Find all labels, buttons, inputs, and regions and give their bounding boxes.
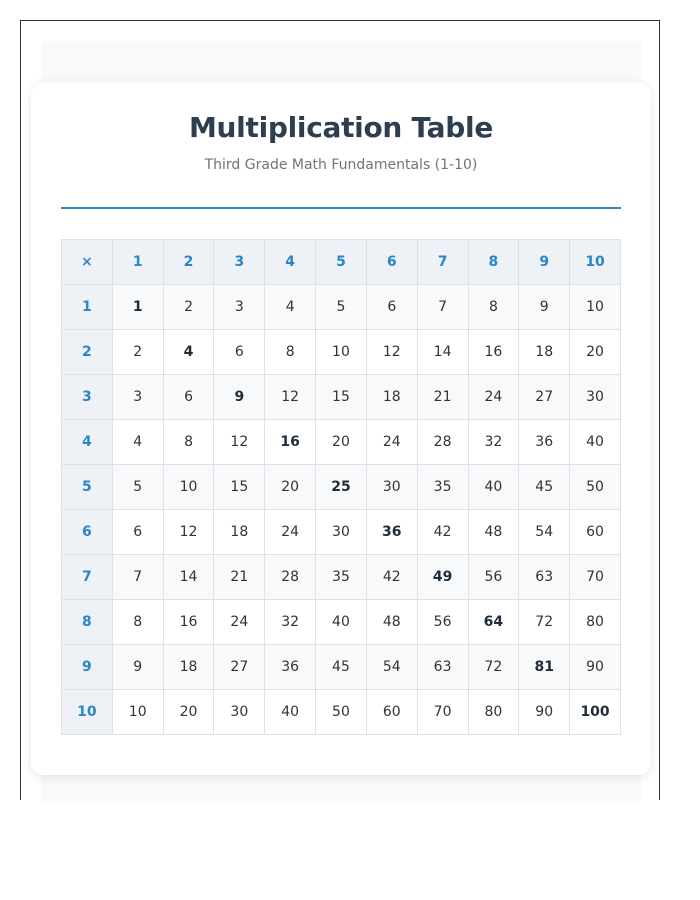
product-cell: 32 xyxy=(468,420,519,465)
row-header: 6 xyxy=(62,510,113,555)
table-row xyxy=(62,465,621,510)
col-header: 6 xyxy=(366,240,417,285)
square-product-cell: 49 xyxy=(417,555,468,600)
square-product-cell: 36 xyxy=(366,510,417,555)
product-cell: 24 xyxy=(366,420,417,465)
product-cell: 50 xyxy=(570,465,621,510)
table-card xyxy=(31,83,651,775)
product-cell: 2 xyxy=(112,330,163,375)
product-cell: 30 xyxy=(316,510,367,555)
product-cell: 90 xyxy=(570,645,621,690)
product-cell: 20 xyxy=(163,690,214,735)
col-header: 2 xyxy=(163,240,214,285)
product-cell: 8 xyxy=(163,420,214,465)
product-cell: 2 xyxy=(163,285,214,330)
top-band xyxy=(41,41,641,81)
product-cell: 32 xyxy=(265,600,316,645)
product-cell: 42 xyxy=(366,555,417,600)
product-cell: 40 xyxy=(265,690,316,735)
product-cell: 30 xyxy=(214,690,265,735)
product-cell: 15 xyxy=(214,465,265,510)
product-cell: 28 xyxy=(417,420,468,465)
row-header: 8 xyxy=(62,600,113,645)
product-cell: 48 xyxy=(468,510,519,555)
col-header: 1 xyxy=(112,240,163,285)
product-cell: 42 xyxy=(417,510,468,555)
product-cell: 50 xyxy=(316,690,367,735)
product-cell: 18 xyxy=(366,375,417,420)
product-cell: 21 xyxy=(214,555,265,600)
product-cell: 9 xyxy=(519,285,570,330)
table-row xyxy=(62,330,621,375)
table-row xyxy=(62,645,621,690)
product-cell: 10 xyxy=(112,690,163,735)
product-cell: 15 xyxy=(316,375,367,420)
bottom-band xyxy=(41,773,641,801)
product-cell: 10 xyxy=(570,285,621,330)
page-frame xyxy=(20,20,660,800)
table-row xyxy=(62,420,621,465)
table-row xyxy=(62,690,621,735)
product-cell: 12 xyxy=(163,510,214,555)
product-cell: 18 xyxy=(163,645,214,690)
product-cell: 30 xyxy=(570,375,621,420)
product-cell: 10 xyxy=(163,465,214,510)
product-cell: 9 xyxy=(112,645,163,690)
col-header: 4 xyxy=(265,240,316,285)
product-cell: 12 xyxy=(265,375,316,420)
product-cell: 27 xyxy=(214,645,265,690)
product-cell: 20 xyxy=(316,420,367,465)
product-cell: 6 xyxy=(366,285,417,330)
square-product-cell: 16 xyxy=(265,420,316,465)
product-cell: 36 xyxy=(519,420,570,465)
square-product-cell: 25 xyxy=(316,465,367,510)
square-product-cell: 81 xyxy=(519,645,570,690)
product-cell: 45 xyxy=(519,465,570,510)
col-header: 7 xyxy=(417,240,468,285)
product-cell: 56 xyxy=(468,555,519,600)
row-header: 5 xyxy=(62,465,113,510)
product-cell: 10 xyxy=(316,330,367,375)
product-cell: 8 xyxy=(112,600,163,645)
square-product-cell: 1 xyxy=(112,285,163,330)
product-cell: 21 xyxy=(417,375,468,420)
square-product-cell: 100 xyxy=(570,690,621,735)
product-cell: 5 xyxy=(316,285,367,330)
row-header: 10 xyxy=(62,690,113,735)
table-row xyxy=(62,600,621,645)
product-cell: 16 xyxy=(468,330,519,375)
product-cell: 63 xyxy=(519,555,570,600)
product-cell: 24 xyxy=(265,510,316,555)
product-cell: 40 xyxy=(468,465,519,510)
page-title: Multiplication Table xyxy=(188,111,494,144)
product-cell: 18 xyxy=(214,510,265,555)
corner-cell: × xyxy=(62,240,113,285)
product-cell: 5 xyxy=(112,465,163,510)
square-product-cell: 64 xyxy=(468,600,519,645)
col-header: 3 xyxy=(214,240,265,285)
product-cell: 35 xyxy=(417,465,468,510)
product-cell: 4 xyxy=(112,420,163,465)
square-product-cell: 9 xyxy=(214,375,265,420)
product-cell: 60 xyxy=(366,690,417,735)
table-row xyxy=(62,285,621,330)
title-divider xyxy=(61,207,621,209)
product-cell: 3 xyxy=(214,285,265,330)
multiplication-table xyxy=(61,239,621,735)
product-cell: 6 xyxy=(214,330,265,375)
product-cell: 72 xyxy=(519,600,570,645)
col-header: 10 xyxy=(570,240,621,285)
table-row xyxy=(62,555,621,600)
product-cell: 63 xyxy=(417,645,468,690)
table-row xyxy=(62,510,621,555)
product-cell: 7 xyxy=(417,285,468,330)
row-header: 7 xyxy=(62,555,113,600)
product-cell: 6 xyxy=(112,510,163,555)
product-cell: 30 xyxy=(366,465,417,510)
header-row xyxy=(62,240,621,285)
col-header: 8 xyxy=(468,240,519,285)
product-cell: 7 xyxy=(112,555,163,600)
col-header: 5 xyxy=(316,240,367,285)
product-cell: 27 xyxy=(519,375,570,420)
product-cell: 16 xyxy=(163,600,214,645)
product-cell: 54 xyxy=(366,645,417,690)
product-cell: 24 xyxy=(468,375,519,420)
product-cell: 36 xyxy=(265,645,316,690)
product-cell: 8 xyxy=(265,330,316,375)
product-cell: 80 xyxy=(468,690,519,735)
product-cell: 28 xyxy=(265,555,316,600)
row-header: 1 xyxy=(62,285,113,330)
product-cell: 45 xyxy=(316,645,367,690)
product-cell: 12 xyxy=(214,420,265,465)
page-subtitle: Third Grade Math Fundamentals (1-10) xyxy=(204,157,478,173)
product-cell: 56 xyxy=(417,600,468,645)
product-cell: 60 xyxy=(570,510,621,555)
square-product-cell: 4 xyxy=(163,330,214,375)
product-cell: 4 xyxy=(265,285,316,330)
product-cell: 54 xyxy=(519,510,570,555)
product-cell: 72 xyxy=(468,645,519,690)
col-header: 9 xyxy=(519,240,570,285)
product-cell: 35 xyxy=(316,555,367,600)
product-cell: 20 xyxy=(265,465,316,510)
product-cell: 12 xyxy=(366,330,417,375)
row-header: 9 xyxy=(62,645,113,690)
row-header: 2 xyxy=(62,330,113,375)
table-row xyxy=(62,375,621,420)
product-cell: 90 xyxy=(519,690,570,735)
product-cell: 3 xyxy=(112,375,163,420)
row-header: 3 xyxy=(62,375,113,420)
product-cell: 70 xyxy=(570,555,621,600)
product-cell: 20 xyxy=(570,330,621,375)
product-cell: 48 xyxy=(366,600,417,645)
product-cell: 18 xyxy=(519,330,570,375)
product-cell: 40 xyxy=(570,420,621,465)
product-cell: 24 xyxy=(214,600,265,645)
product-cell: 70 xyxy=(417,690,468,735)
product-cell: 14 xyxy=(163,555,214,600)
product-cell: 40 xyxy=(316,600,367,645)
row-header: 4 xyxy=(62,420,113,465)
product-cell: 14 xyxy=(417,330,468,375)
product-cell: 8 xyxy=(468,285,519,330)
product-cell: 80 xyxy=(570,600,621,645)
product-cell: 6 xyxy=(163,375,214,420)
